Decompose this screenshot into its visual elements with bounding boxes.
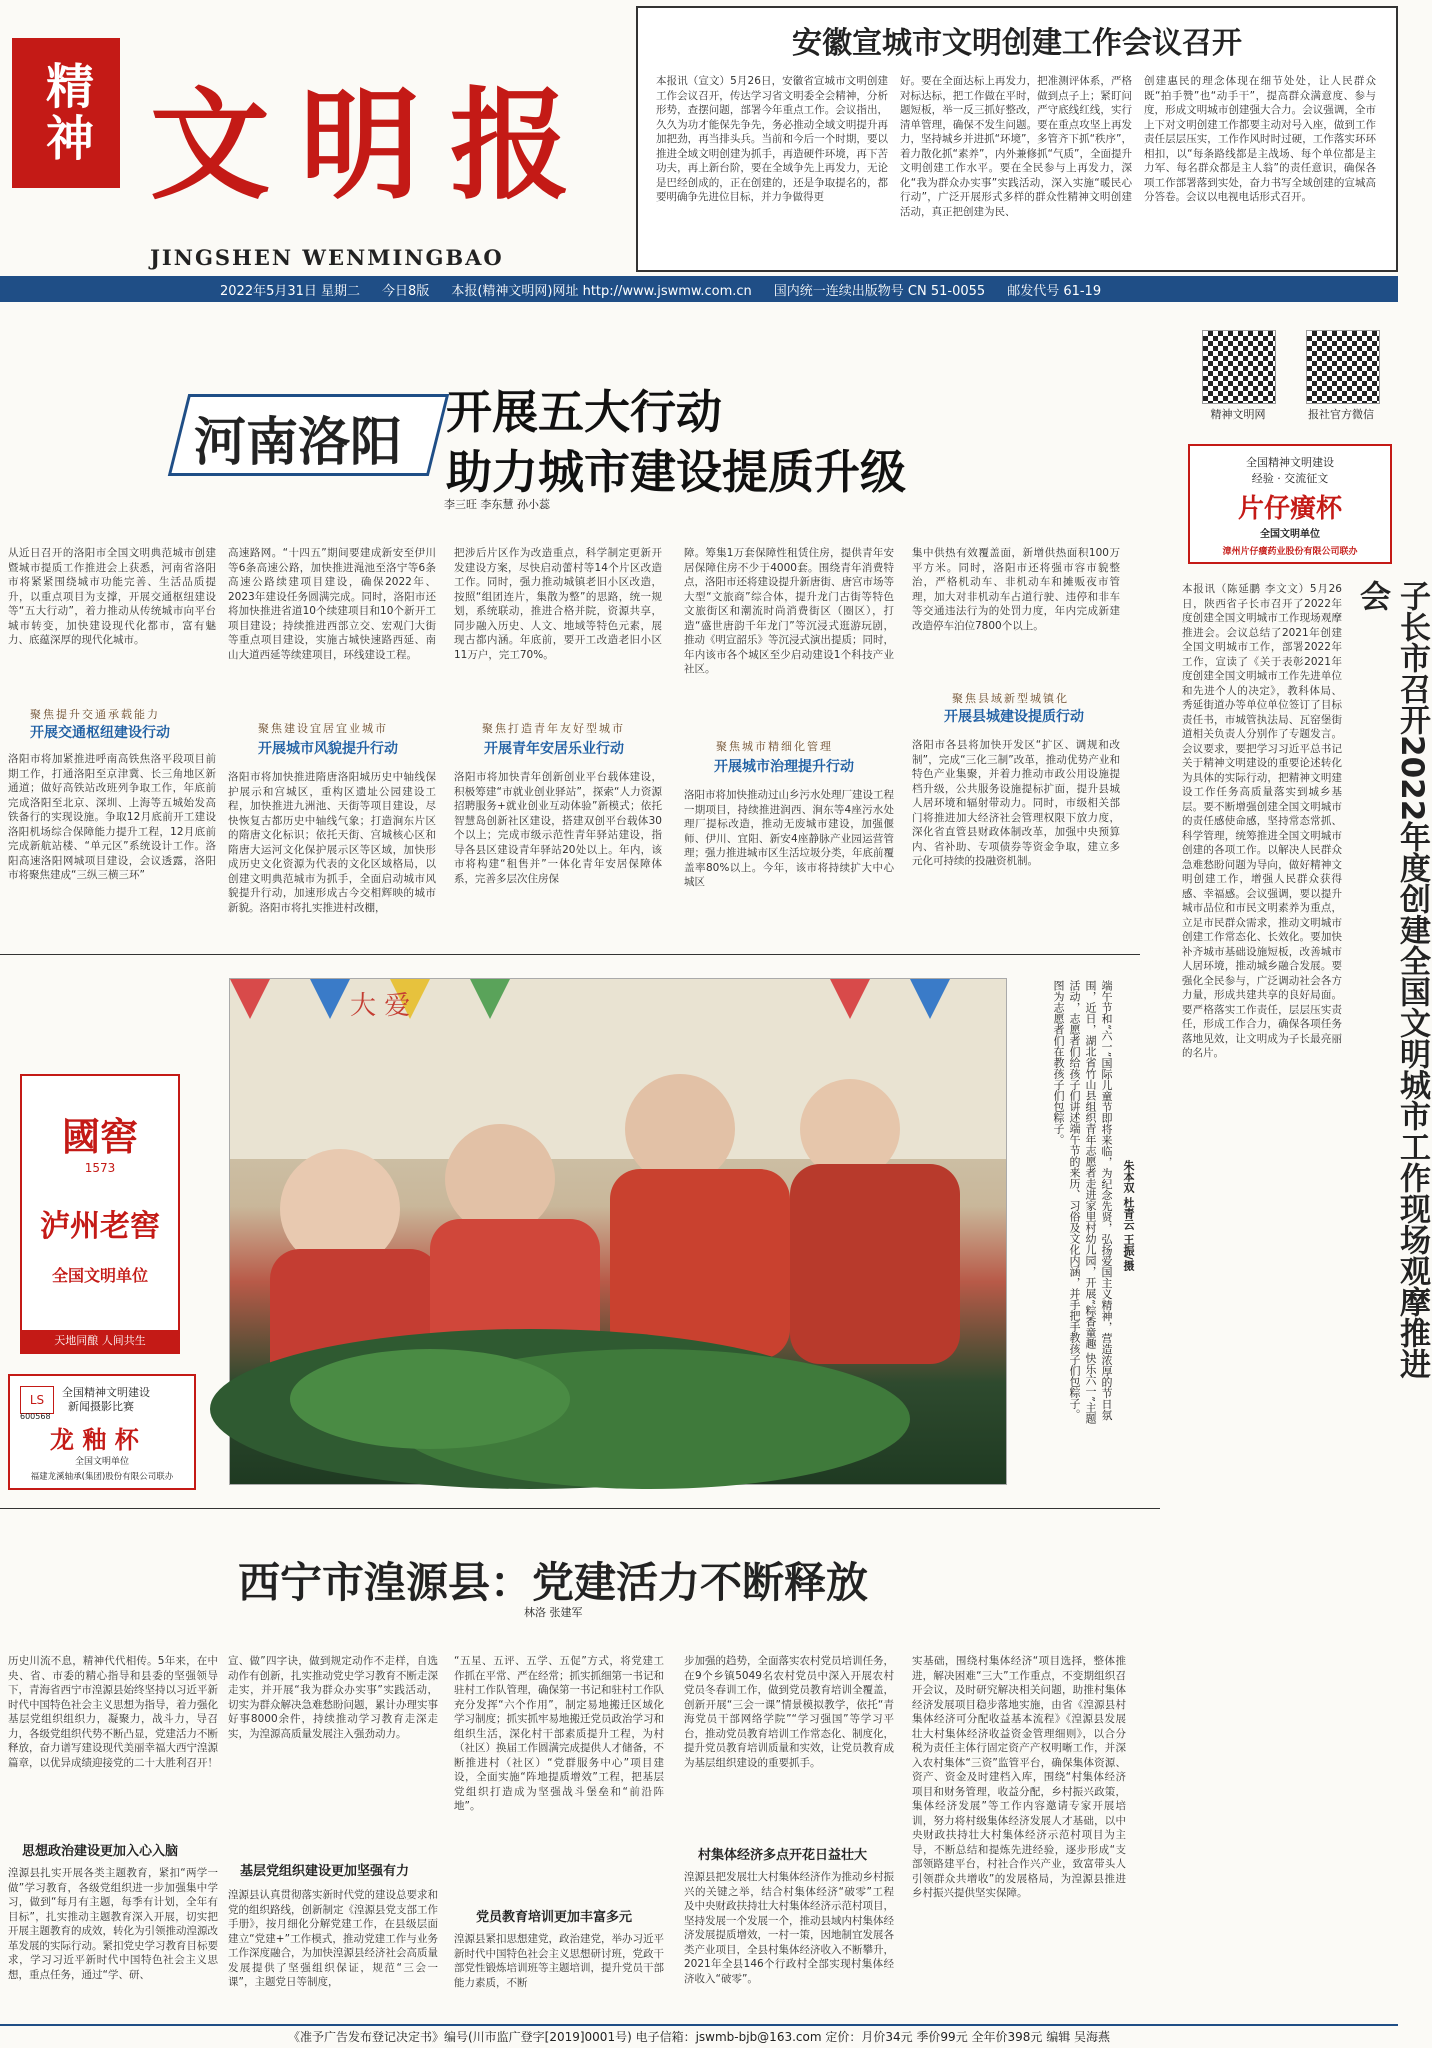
photo-sign-text: 大 爱 — [350, 991, 411, 1021]
ad-pzh-top-line: 全国精神文明建设 — [1246, 456, 1334, 469]
luoyang-sec4-kicker: 开展城市治理提升行动 — [714, 759, 854, 775]
xining-col3: “五星、五评、五学、五促”方式，将党建工作抓在平常、严在经常；抓实抓细第一书记和驻村工作队管理，确保第一书记和驻村工作队充分发挥“六个作用”，制定易地搬迁区域化学习制度；抓实抓牢易地搬迁党员政治学习和组织生活，深化村干部素质提升工程，为村（社区）换届工作圆满完成提供人才储备，不断推进村（社区）“党群服务中心”项目建设，全面实施“阵地提质增效”工程，把基层党组织打造成为坚强战斗堡垒和“前沿阵地”。 — [454, 1655, 664, 1812]
top-story-column-1: 本报讯（宣文）5月26日，安徽省宣城市文明创建工作会议召开，传达学习省文明委全会精神，分析形势，查摆问题，部署今年重点工作。会议指出，久久为功才能保先争先，务必推动全域文明提升再加把劲，再当排头兵。当前和今后一个时期，要以推进全域文明创建为抓手，再造硬件环境，再下苦功夫，再上新台阶，要在全域争先上再发力，无论是巴经创成的，正在创建的，还是争取提名的，都要明确争先进位目标，并力争做得更 — [656, 75, 888, 203]
luoyang-lead: 从近日召开的洛阳市全国文明典范城市创建暨城市提质工作推进会上获悉，河南省洛阳市将紧紧围绕城市功能完善、生活品质提升，以重点项目为支撑，开展交通枢纽建设等“五大行动”，着力推动从传统城市向平台城市转变，加快建设现代化都市，富有魅力、底蕴深厚的现代化城市。 — [8, 547, 216, 646]
xining-sub1-body: 湟源县扎实开展各类主题教育，紧扣“两学一做”学习教育，各级党组织进一步加强集中学习，做到“每月有主题，每季有计划，全年有目标”，扎实推动主题教育深入开展，切实把开展主题教育的成效，转化为引领推动湟源改革发展的实际行动。紧扣党史学习教育目标要求，学习习近平新时代中国特色社会主义思想，重点任务，通过“学、研、 — [8, 1867, 218, 1981]
ad-lzlj-year: 1573 — [84, 1161, 116, 1175]
luoyang-sec2-small: 聚焦建设宜居宜业城市 — [258, 722, 388, 735]
luoyang-sec2-body: 洛阳市将加快推进隋唐洛阳城历史中轴线保护展示和宫城区，重构区遗址公园建设工程，加快推进九洲池、天街等项目建设，尽快恢复古都历史中轴线气象；打造涧东片区的隋唐文化标识；依托天街、宫城核心区和隋唐大运河文化保护展示区等区域，加快形成历史文化资源为代表的文化区域格局，以创建文明典范城市为抓手，全面启动城市风貌提升行动，加速形成古今交相辉映的城市新貌。洛阳市将扎实推进村改棚， — [228, 771, 436, 914]
top-story-box — [636, 6, 1398, 272]
ad-pzh-company: 漳州片仔癀药业股份有限公司联办 — [1222, 547, 1358, 557]
luoyang-sec1-small: 聚焦提升交通承载能力 — [30, 708, 160, 721]
xining-col5: 实基础，围绕村集体经济“项目选择，整体推进，解决困难“三大”工作重点，不变期组织召开会议，及时研究解决相关问题，助推村集体经济发展项目稳步落地实施，由省《湟源县村集体经济可分配收益基本流程》《湟源县发展壮大村集体经济收益资金管理细则》，以合分税为责任主体行固定资产产权明晰工作，并深入农村集体“三资”监管平台，确保集体资源、资产、资金及时建档入库，围绕“村集体经济项目和财务管理，收益分配，乡村振兴政策，集体经济发展”等工作内容邀请专家开展培训，努力将村级集体经济发展人才基础，以中央财政扶持壮大村集体经济示范村项目为主导，不断总结和提炼先进经验，逐步形成“支部领路建平台，村社合作兴产业，致富带头人引领群众共增收”的发展格局，为湟源县推进乡村振兴提供坚实保障。 — [912, 1655, 1126, 1899]
masthead-title: 文明报 — [150, 75, 600, 216]
ad-lz-unit: 全国文明单位 — [74, 1457, 129, 1467]
ad-lz-logo: LS — [20, 1386, 54, 1414]
ad-lzlj-unit: 全国文明单位 — [51, 1266, 148, 1285]
xining-sub1: 思想政治建设更加入心入脑 — [22, 1844, 179, 1859]
luoyang-sec4-small: 聚焦城市精细化管理 — [716, 740, 833, 753]
qr-code-website[interactable] — [1202, 330, 1276, 404]
luoyang-region-tag: 河南洛阳 — [194, 412, 403, 473]
website-link[interactable]: 本报(精神文明网)网址 http://www.jswmw.com.cn — [451, 283, 752, 299]
footer: 《准予广告发布登记决定书》编号(川市监广登字[2019]0001号) 电子信箱：jswmb-bjb@163.com 定价：月价34元 季价99元 全年价398元 编辑 吴海燕 — [0, 2024, 1398, 2048]
luoyang-sec5-body: 洛阳市各县将加快开发区“扩区、调规和改制”，完成“三化三制”改革，推动优势产业和特色产业集聚，并着力推动市政公用设施提档升级，公共服务设施提标扩面，提升县城人居环境和辐射带动力。同时，市级相关部门将推进加大经济社会管理权限下放力度，深化省直管县财政体制改革，加强中央预算内、省补助、专项债券等资金争取，建立多元化可持续的投融资机制。 — [912, 739, 1120, 867]
xining-col2: 宣、做”四字诀，做到规定动作不走样，自选动作有创新，扎实推动党史学习教育不断走深走实，并开展“我为群众办实事”实践活动，切实为群众解决急难愁盼问题，累计办理实事好事8000余件，持续推动学习教育走深走实，为湟源高质量发展注入强劲动力。 — [228, 1655, 438, 1740]
luoyang-col5-top: 集中供热有效覆盖面，新增供热面积100万平方米。同时，洛阳市还将强市容市貌整治，严格机动车、非机动车和摊贩夜市管理，加大对非机动车占道行驶、违停和非车等交通违法行为的处罚力度，年内完成新建改造停车泊位7800个以上。 — [912, 547, 1120, 632]
issue-date: 2022年5月31日 星期二 — [220, 283, 361, 299]
zichang-body: 本报讯（陈延鹏 李文文）5月26日，陕西省子长市召开了2022年度创建全国文明城市工作现场观摩推进会。会议总结了2021年创建全国文明城市工作，部署2022年工作，宣读了《关于表彰2021年度创建全国文明城市工作先进单位和先进个人的决定》，教科体局、秀延街道办等单位单位签订了目标责任书，市城管执法局、瓦窑堡街道相关负责人分别作了专题发言。会议要求，要把学习习近平总书记关于精神文明建设的重要论述转化为具体的实际行动，把精神文明建设工作任务高质量落实到城乡基层。要不断增强创建全国文明城市的责任感使命感，坚持常态常抓、科学管理，统筹推进全国文明城市创建的各项工作。以解决人民群众急难愁盼问题为导向，做好精神文明创建工作，增强人民群众获得感、幸福感。会议强调，要以提升城市品位和市民文明素养为重点，立足市民群众需求，推动文明城市创建工作常态化、长效化。要加快补齐城市基础设施短板，改善城市人居环境，推动城乡融合发展。要强化全民参与，广泛调动社会各方力量，形成共建共享的良好局面。要严格落实工作责任，层层压实责任，形成工作合力，确保各项任务落地见效，让文明成为子长最亮丽的名片。 — [1182, 583, 1342, 1059]
cn-number: 国内统一连续出版物号 CN 51-0055 — [773, 283, 986, 299]
ad-pianzaihuang[interactable] — [1188, 444, 1392, 564]
ad-pzh-unit: 全国文明单位 — [1260, 529, 1320, 540]
xining-byline: 林洛 张建军 — [524, 1606, 583, 1619]
info-bar — [0, 276, 1398, 302]
ad-lzlj-seal: 國窖 — [61, 1114, 138, 1159]
luoyang-sec2-kicker: 开展城市风貌提升行动 — [258, 741, 398, 757]
luoyang-sec5-kicker: 开展县城建设提质行动 — [944, 709, 1084, 725]
xining-sub2: 基层党组织建设更加坚强有力 — [240, 1864, 410, 1879]
xining-sub3: 党员教育培训更加丰富多元 — [476, 1910, 633, 1925]
luoyang-headline-line1: 开展五大行动 — [446, 385, 722, 439]
luoyang-sec4-body: 洛阳市将加快推动过山乡污水处理厂建设工程一期项目，持续推进润西、涧东等4座污水处理厂提标改造，推动无废城市建设，加强偃师、伊川、宜阳、新安4座静脉产业园运营管理；强力推进城市区生活垃圾分类，年底前覆盖率80%以上。今年，该市将持续扩大中心城区 — [684, 789, 894, 888]
luoyang-sec1-kicker: 开展交通枢纽建设行动 — [30, 725, 170, 741]
ad-lz-num: 600568 — [20, 1412, 51, 1421]
dumpling-photo — [229, 978, 1007, 1485]
masthead-logo-seal: 精神 — [12, 38, 120, 188]
luoyang-col3-top: 把涉后片区作为改造重点，科学制定更新开发建设方案，尽快启动蕾村等14个片区改造工作。同时，强力推动城镇老旧小区改造，按照“组团连片，集散为整”的思路，统一规划，系统联动，推进合格并院，资源共享，同步融入历史、人文、地域等特色元素，展现古都内涵。年底前，要开工改造老旧小区11万户，完工70%。 — [454, 547, 662, 661]
xining-sub4-body: 湟源县把发展壮大村集体经济作为推动乡村振兴的关键之举，结合村集体经济“破零”工程及中央财政扶持壮大村集体经济示范村项目，坚持发展一个发展一个，推动县域内村集体经济发展提质增效，一村一策，因地制宜发展各类产业项目，全县村集体经济收入不断攀升，2021年全县146个行政村全部实现村集体经济收入“破零”。 — [684, 1871, 894, 1985]
top-story-column-2: 好。要在全面达标上再发力，把准测评体系，严格对标达标，把工作做在平时，做到点子上；紧盯问题短板，举一反三抓好整改，严守底线红线，实行清单管理，确保不发生问题。要在重点攻坚上再发力，坚持城乡并进抓“环境”，多管齐下抓“秩序”，着力散化抓“素养”，内外兼修抓“气质”，全面提升文明创建工作水平。要在全民参与上再发力，深化“我为群众办实事”实践活动，深入实施“暖民心行动”，广泛开展形式多样的群众性精神文明创建活动，真正把创建为民、 — [900, 75, 1132, 218]
xining-sub3-body: 湟源县紧扣思想建党，政治建党，举办习近平新时代中国特色社会主义思想研讨班，党政干部党性锻炼培训班等主题培训，提升党员干部能力素质，不断 — [454, 1933, 664, 1989]
section-divider-bottom — [0, 1508, 1160, 1509]
qr-left-label: 精神文明网 — [1210, 408, 1266, 421]
photo-credit: 朱本双 杜青云 王振/摄 — [1122, 1160, 1135, 1271]
qr-code-wechat[interactable] — [1306, 330, 1380, 404]
luoyang-col4-top: 障。筹集1万套保障性租赁住房，提供青年安居保障住房不少于4000套。围绕青年消费特点，洛阳市还将建设提升新唐街、唐宫市场等大型“文旅商”综合体，提升龙门古街等特色文旅街区和潮流时尚消费街区（圈区），打造“盛世唐韵千年龙门”等沉浸式逛游玩剧，推动《明宣韶乐》等沉浸式演出提质；同时，年内该市各个城区至少启动建设1个科技产业社区。 — [684, 547, 894, 675]
top-story-headline: 安徽宣城市文明创建工作会议召开 — [792, 26, 1242, 61]
ad-lz-brand: 龙 釉 杯 — [50, 1425, 139, 1454]
ad-lz-company: 福建龙溪轴承(集团)股份有限公司联办 — [30, 1472, 174, 1482]
luoyang-col2-top: 高速路网。“十四五”期间要建成新安至伊川等6条高速公路，加快推进渑池至洛宁等6条高速公路续建项目建设，确保2022年、2023年建设任务圆满完成。同时，洛阳市还将加快推进省道10个续建项目和10个新开工项目建设；持续推进西部立交、宏观门大街等重点项目建设，实施古城快速路西延、南山大道西延等续建项目，环线建设工程。 — [228, 547, 436, 661]
zichang-vertical-headline: 子长市召开2022年度创建全国文明城市工作现场观摩推进会 — [1354, 580, 1430, 1380]
xining-col4: 步加强的趋势，全面落实农村党员培训任务，在9个乡镇5049名农村党员中深入开展农村党员冬春训工作，做到党员教育培训全覆盖，创新开展“三会一课”情景模拟教学，依托“青海党员干部网络学院”“学习强国”等学习平台，推动党员教育培训工作常态化、制度化，提升党员教育培训质量和实效，让党员教育成为基层组织建设的重要抓手。 — [684, 1655, 894, 1769]
xining-sub2-body: 湟源县认真贯彻落实新时代党的建设总要求和党的组织路线，创新制定《湟源县党支部工作手册》，按月细化分解党建工作，在县级层面建立“党建+”工作模式，推动党建工作与业务工作深度融合，为加快湟源县经济社会高质量发展提供了坚强组织保证，规范“三会一课”，主题党日等制度， — [228, 1889, 438, 1988]
photo-illustration — [230, 979, 1006, 1484]
luoyang-sec3-small: 聚焦打造青年友好型城市 — [482, 722, 625, 735]
xining-headline: 西宁市湟源县：党建活力不断释放 — [238, 1558, 869, 1607]
ad-pzh-mid-line: 经验 · 交流征文 — [1251, 472, 1329, 485]
masthead-pinyin: JINGSHEN WENMINGBAO — [150, 245, 504, 270]
ad-lz-line2: 新闻摄影比赛 — [68, 1400, 134, 1413]
section-divider-top — [0, 954, 1140, 955]
ad-lz-line1: 全国精神文明建设 — [62, 1386, 150, 1399]
ad-pzh-brand: 片仔癀杯 — [1237, 494, 1342, 524]
issue-pages: 今日8版 — [382, 283, 430, 299]
luoyang-sec5-small: 聚焦县域新型城镇化 — [952, 692, 1069, 705]
xining-sub4: 村集体经济多点开花日益壮大 — [698, 1848, 868, 1863]
luoyang-sec1-body: 洛阳市将加紧推进呼南高铁焦洛平段项目前期工作，打通洛阳至京津冀、长三角地区新通道；做好高铁站改班列争取工作，年底前完成洛阳至北京、深圳、上海等五城始发高铁备行的实现设施。争取12月底前开工建设洛阳机场综合保障能力提升工程，12月底前完成新航站楼、“单元区”系统设计工作。洛阳高速洛阳网城项目建设，会议透露，洛阳市将聚焦建成“三纵三横三环” — [8, 753, 216, 881]
luoyang-sec3-kicker: 开展青年安居乐业行动 — [484, 741, 624, 757]
ad-lzlj-slogan: 天地同酿 人间共生 — [22, 1330, 178, 1352]
ad-luzhou-laojiao[interactable] — [20, 1074, 180, 1354]
photo-caption: 端午节和“六一”国际儿童节即将来临，为纪念先贤，弘扬爱国主义精神，营造浓厚的节日氛围，近日，湖北省竹山县组织青年志愿者走进家里村幼儿园，开展“粽香童趣 快乐六一”主题活动，志愿者们给孩子们讲述端午节的来历、习俗及文化内涵，并手把手教孩子们包粽子。图为志愿者们在教孩子们包粽子。 — [1052, 980, 1113, 1424]
ad-lzlj-brand: 泸州老窖 — [40, 1209, 160, 1244]
postal-code: 邮发代号 61-19 — [1007, 283, 1102, 299]
luoyang-headline-line2: 助力城市建设提质升级 — [446, 445, 906, 499]
xining-col1: 历史川流不息，精神代代相传。5年来，在中央、省、市委的精心指导和县委的坚强领导下，青海省西宁市湟源县始终坚持以习近平新时代中国特色社会主义思想为指导，着力强化基层党组织组织力，凝聚力，战斗力，导召力，各级党组织代势不断凸显，党建活力不断释放，奋力谱写建设现代美丽幸福大西宁湟源篇章，以优异成绩迎接党的二十大胜利召开！ — [8, 1655, 218, 1769]
luoyang-byline: 李三旺 李东慧 孙小蕊 — [444, 498, 550, 511]
ad-longzhou[interactable] — [8, 1374, 196, 1490]
top-story-column-3: 创建惠民的理念体现在细节处处，让人民群众既“拍手赞”也“动手干”，提高群众满意度、参与度，形成文明城市创建强大合力。会议强调，全市上下对文明创建工作都要主动对号入座，做到工作责任层层压实，工作作风时时过硬，工作落实环环相扣，以“每条路线都是主战场、每个单位都是主力军、每名群众都是主人翁”的责任意识，确保各项工作部署落到实处，奋力书写全域创建的宣城高分答卷。会议以电视电话形式召开。 — [1144, 75, 1376, 203]
luoyang-sec3-body: 洛阳市将加快青年创新创业平台载体建设，积极筹建“市就业创业驿站”，探索“人力资源招聘服务+就业创业互动体验”新模式；依托智慧岛创新社区建设，搭建双创平台载体30个以上；完成市级示范性青年驿站建设，指导各县区建设青年驿站20处以上。年内，该市将构建“租售并”一体化青年安居保障体系，完善多层次住房保 — [454, 771, 662, 885]
qr-right-label: 报社官方微信 — [1308, 408, 1374, 421]
